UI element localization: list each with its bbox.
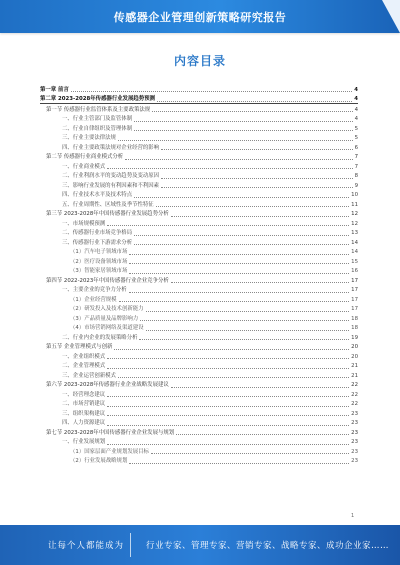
toc-entry-label: 三、影响行业发展的有利因素和不利因素 [62,182,160,189]
toc-entry-label: 三、企业运营创新模式 [62,372,116,379]
toc-entry-label: 三、组织架构建议 [62,410,106,417]
toc-leader-dots [146,330,350,331]
toc-leader-dots [107,358,349,359]
toc-entry-page: 21 [351,372,358,379]
toc-entry-label: （2）医疗设备领域市场 [70,258,128,265]
toc-entry-page: 14 [351,249,358,255]
toc-entry-label: 一、主要企业的竞争力分析 [62,287,127,293]
toc-entry-label: 第一节 传感器行业监管体系及主要政策法规 [46,106,151,113]
page-footer [0,525,400,565]
toc-leader-dots [171,387,349,388]
toc-entry-label: 一、行业主管部门及监管体制 [62,116,133,122]
toc-leader-dots [107,415,349,416]
toc-entry-label: （3）产品质量及品牌影响力 [70,315,139,322]
toc-entry-page: 21 [351,363,358,369]
page-number: 1 [351,513,355,519]
toc-leader-dots [156,206,349,207]
toc-entry-label: 四、行业主要政策法规对企业经营的影响 [62,144,160,151]
toc-leader-dots [71,91,352,92]
document-title: 传感器企业管理创新策略研究报告 [113,10,287,24]
toc-leader-dots [157,101,352,102]
toc-entry[interactable] [40,408,358,418]
toc-entry-page: 13 [351,230,358,236]
toc-entry-label: 第五节 企业管理模式与创新 [46,344,113,350]
toc-leader-dots [118,377,349,378]
toc-leader-dots [140,320,349,321]
toc-entry-label: 第六节 2023-2028年传感器行业企业战略发展建议 [46,382,169,388]
toc-entry-page: 18 [351,325,358,331]
toc-leader-dots [134,121,352,122]
toc-entry[interactable] [40,427,358,437]
toc-entry[interactable] [40,180,358,190]
toc-entry-label: （1）国家层面产业规划发展目标 [70,448,149,455]
toc-entry-page: 23 [351,420,358,426]
toc-leader-dots [129,273,349,274]
toc-entry-page: 23 [351,429,358,436]
toc-heading: 内容目录 [173,54,226,68]
toc-leader-dots [119,301,350,302]
toc-leader-dots [107,396,349,397]
toc-entry-page: 5 [354,125,358,132]
toc-entry-page: 10 [351,192,358,198]
toc-leader-dots [161,187,353,188]
toc-entry-label: 一、经营理念建议 [62,391,106,398]
toc-leader-dots [107,425,349,426]
toc-entry[interactable] [40,199,358,209]
toc-entry[interactable] [40,437,358,447]
toc-entry-page: 15 [351,258,358,265]
toc-entry-page: 22 [351,391,358,398]
toc-leader-dots [129,292,349,293]
toc-entry[interactable] [40,247,358,257]
toc-entry-label: 第四节 2022-2023年中国传感器行业企业竞争分析 [46,277,169,284]
toc-entry-label: 三、行业主要法律法规 [62,135,116,141]
header-corner-decoration [382,0,400,33]
toc-entry-page: 12 [351,211,358,217]
toc-entry[interactable] [40,313,358,323]
toc-entry-label: 四、行业技术水平及技术特点 [62,192,133,198]
toc-entry[interactable] [40,104,358,114]
toc-entry-label: （1）汽车电子领域市场 [70,249,128,255]
toc-leader-dots [134,197,349,198]
toc-entry-label: 二、行业自律组织及管理体制 [62,125,133,132]
toc-entry-page: 17 [351,287,358,293]
toc-entry[interactable] [40,332,358,342]
toc-entry[interactable] [40,228,358,238]
toc-entry-label: 五、行业周期性、区域性及季节性特征 [62,201,154,208]
toc-entry-label: 四、人力资源建议 [62,420,106,426]
toc-entry-page: 17 [351,296,358,303]
toc-entry[interactable] [40,266,358,276]
toc-leader-dots [176,434,349,435]
toc-leader-dots [161,149,353,150]
toc-entry-label: 一、市场规模预测 [62,220,106,227]
toc-entry[interactable] [40,370,358,380]
toc-entry-page: 17 [351,306,358,312]
toc-entry-page: 11 [351,201,358,208]
toc-entry[interactable] [40,161,358,171]
toc-entry-label: 第七节 2023-2028年中国传感器行业企业发展与规划 [46,429,175,436]
toc-entry-label: （2）研发投入及技术创新能力 [70,306,144,312]
toc-entry-page: 18 [351,315,358,322]
toc-entry-label: 一、企业组织模式 [62,353,106,360]
toc-leader-dots [107,444,349,445]
toc-entry[interactable] [40,351,358,361]
toc-entry-page: 20 [351,353,358,360]
toc-entry-page: 14 [351,239,358,246]
toc-entry[interactable] [40,171,358,181]
toc-entry-label: 第二节 传感器行业商业模式分析 [46,154,124,160]
toc-entry[interactable] [40,361,358,371]
toc-entry-page: 22 [351,401,358,407]
toc-leader-dots [107,225,349,226]
toc-entry-label: 一、行业发展规划 [62,439,106,445]
toc-entry-page: 16 [351,268,358,274]
footer-slogan: 让每个人都能成为 [48,541,125,551]
toc-entry-page: 7 [354,163,358,170]
toc-entry-label: （4）市场营销网络及渠道建设 [70,325,144,331]
toc-entry-label: 第三节 2023-2028年中国传感器行业发展趋势分析 [46,211,169,217]
toc-entry-label: （3）智能家居领域市场 [70,268,128,274]
toc-leader-dots [134,244,349,245]
toc-leader-dots [129,463,349,464]
toc-entry[interactable] [40,123,358,133]
toc-entry[interactable] [40,446,358,456]
toc-entry-page: 4 [354,96,358,102]
toc-entry-page: 6 [354,144,358,151]
toc-entry[interactable] [40,114,358,124]
toc-entry-page: 5 [354,135,358,141]
toc-entry[interactable] [40,304,358,314]
toc-leader-dots [129,254,349,255]
toc-entry-label: 一、行业商业模式 [62,163,106,170]
toc-entry-page: 22 [351,382,358,388]
toc-entry[interactable] [40,285,358,295]
toc-entry-page: 23 [351,410,358,417]
table-of-contents [40,84,358,465]
toc-entry[interactable] [40,142,358,152]
toc-leader-dots [152,111,352,112]
toc-entry[interactable] [40,456,358,466]
toc-entry[interactable] [40,399,358,409]
toc-entry[interactable] [40,389,358,399]
toc-entry[interactable] [40,380,358,390]
toc-leader-dots [151,453,349,454]
toc-leader-dots [134,130,352,131]
toc-entry-label: 第一章 前言 [40,86,69,93]
toc-entry[interactable] [40,94,358,105]
toc-leader-dots [171,282,349,283]
toc-leader-dots [129,263,349,264]
toc-entry[interactable] [40,275,358,285]
toc-leader-dots [125,159,352,160]
toc-entry[interactable] [40,418,358,428]
toc-entry-page: 17 [351,277,358,284]
toc-entry-page: 23 [351,439,358,445]
toc-entry-page: 4 [354,106,358,113]
toc-entry-page: 20 [351,344,358,350]
toc-entry-page: 4 [354,116,358,122]
toc-entry-label: （1）企业经营规模 [70,296,117,303]
toc-entry-label: 二、市场营销建议 [62,401,106,407]
toc-leader-dots [107,368,349,369]
toc-leader-dots [161,178,353,179]
footer-roles: 行业专家、管理专家、营销专家、战略专家、成功企业家…… [146,541,390,551]
toc-leader-dots [118,140,353,141]
toc-leader-dots [171,216,349,217]
toc-entry[interactable] [40,256,358,266]
page-header [0,0,400,33]
toc-entry[interactable] [40,133,358,143]
toc-entry-label: （2）行业发展战略规划 [70,458,128,464]
toc-entry-page: 8 [354,173,358,179]
toc-entry[interactable] [40,218,358,228]
toc-entry-label: 二、行业内企业的发展策略分析 [62,334,138,341]
toc-entry[interactable] [40,323,358,333]
toc-entry-label: 三、传感器行业下游需求分析 [62,239,133,246]
toc-entry-label: 二、企业管理模式 [62,363,106,369]
footer-divider [130,533,131,557]
toc-entry[interactable] [40,237,358,247]
toc-entry[interactable] [40,84,358,94]
toc-entry-label: 二、传感器行业市场竞争格局 [62,230,133,236]
toc-entry[interactable] [40,190,358,200]
toc-entry[interactable] [40,152,358,162]
toc-leader-dots [134,235,349,236]
toc-entry-page: 19 [351,334,358,341]
toc-entry-page: 7 [354,154,358,160]
toc-entry[interactable] [40,342,358,352]
toc-entry-page: 23 [351,458,358,464]
toc-entry-page: 12 [351,220,358,227]
toc-entry-page: 23 [351,448,358,455]
toc-entry-page: 4 [354,86,358,93]
toc-leader-dots [107,406,349,407]
toc-entry-page: 9 [354,182,358,189]
toc-entry[interactable] [40,294,358,304]
toc-entry-label: 第二章 2023-2028年传感器行业发展趋势预测 [40,96,155,102]
toc-entry[interactable] [40,209,358,219]
toc-leader-dots [107,168,352,169]
toc-entry-label: 二、行业利润水平的变动趋势及变动原因 [62,173,160,179]
toc-leader-dots [114,349,349,350]
toc-leader-dots [139,339,349,340]
toc-leader-dots [146,311,350,312]
